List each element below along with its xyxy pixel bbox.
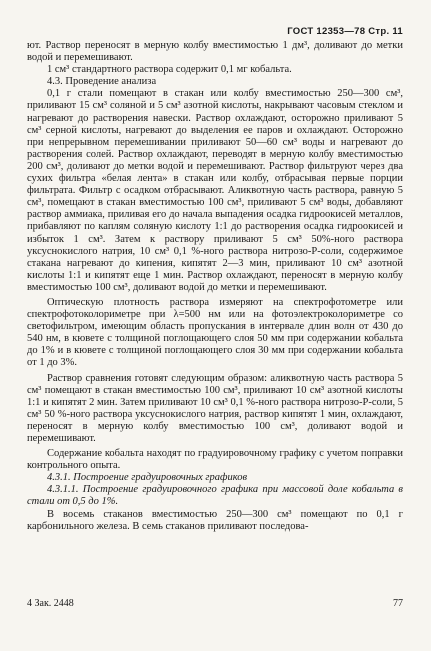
page-number: 77 bbox=[393, 598, 403, 609]
paragraph-continuation: ют. Раствор переносят в мерную колбу вместимостью 1 дм³, доливают до метки водой и перемешивают. bbox=[27, 40, 403, 64]
print-order-number: 4 Зак. 2448 bbox=[27, 598, 74, 609]
paragraph-procedure: 0,1 г стали помещают в стакан или колбу вместимостью 250—300 см³, приливают 15 см³ соляной и 5 см³ азотной кислоты, накрывают часовым стеклом и нагревают до растворения навески. Раствор охлаждают, осторожно приливают 5 см³ серной кислоты, нагревают до выделения ее паров и охлаждают. Осторожно при непрерывном перемешивании приливают 50—60 см³ воды и нагревают до растворения солей. Раствор охлаждают, переводят в мерную колбу вместимостью 200 см³, доливают до метки водой и перемешивают. Раствор фильтруют через два сухих фильтра «белая лента» в стакан или колбу, отбрасывая первые порции фильтрата. Фильтр с осадком отбрасывают. Аликвотную часть раствора, равную 5 см³, помещают в стакан вместимостью 100 см³, приливают 5 см³ воды, добавляют раствор аммиака, приливая его до начала выпадения осадка гидроокисей металлов, прибавляют по каплям соляную кислоту 1:1 до растворения осадка гидроокисей и избыток 1 см³. Затем к раствору приливают 5 см³ 50%-ного раствора уксуснокислого натрия, 10 см³ 0,1 %-ного раствора нитрозо-Р-соли, содержимое стакана нагревают до кипения, кипятят 2—3 мин, приливают 10 см³ азотной кислоты 1:1 и кипятят еще 1 мин. Раствор охлаждают, переносят в мерную колбу вместимостью 100 см³, доливают водой до метки и перемешивают. bbox=[27, 88, 403, 293]
paragraph-concentration: 1 см³ стандартного раствора содержит 0,1 мг кобальта. bbox=[47, 64, 292, 76]
paragraph-reference-solution: Раствор сравнения готовят следующим образом: аликвотную часть раствора 5 см³ помещают в стакан вместимостью 100 см³, приливают 10 см³ азотной кислоты 1:1 и кипятят 2 мин. Затем приливают 10 см³ 0,1 %-ного раствора нитрозо-Р-соли, 5 см³ 50 %-ного раствора уксуснокислого натрия, раствор кипятят 1 мин, охлаждают, переносят в мерную колбу вместимостью 100 см³, доливают водой и перемешивают. bbox=[27, 372, 403, 444]
paragraph-calibration: В восемь стаканов вместимостью 250—300 см³ помещают по 0,1 г карбонильного железа. В семь стаканов приливают последова- bbox=[27, 508, 403, 532]
section-heading-4-3-1-1: 4.3.1.1. Построение градуировочного графика при массовой доле кобальта в стали от 0,5 до 1%. bbox=[27, 484, 403, 508]
paragraph-optical-density: Оптическую плотность раствора измеряют на спектрофотометре или спектрофотоколориметре при λ=500 нм или на фотоэлектроколориметре со светофильтром, имеющим область пропускания в интервале длин волн от 430 до 540 нм, в кювете с толщиной поглощающего слоя 50 мм при содержании кобальта до 1% и в кювете с толщиной поглощающего слоя 30 мм при содержании кобальта от 1 до 3%. bbox=[27, 296, 403, 369]
section-heading-4-3-1: 4.3.1. Построение градуировочных графиков bbox=[47, 472, 248, 484]
page-header: ГОСТ 12353—78 Стр. 11 bbox=[287, 26, 403, 37]
paragraph-cobalt-content: Содержание кобальта находят по градуировочному графику с учетом поправки контрольного опыта. bbox=[27, 448, 403, 472]
section-heading-4-3: 4.3. Проведение анализа bbox=[47, 76, 157, 88]
document-body bbox=[27, 40, 403, 533]
page-footer bbox=[27, 598, 403, 609]
